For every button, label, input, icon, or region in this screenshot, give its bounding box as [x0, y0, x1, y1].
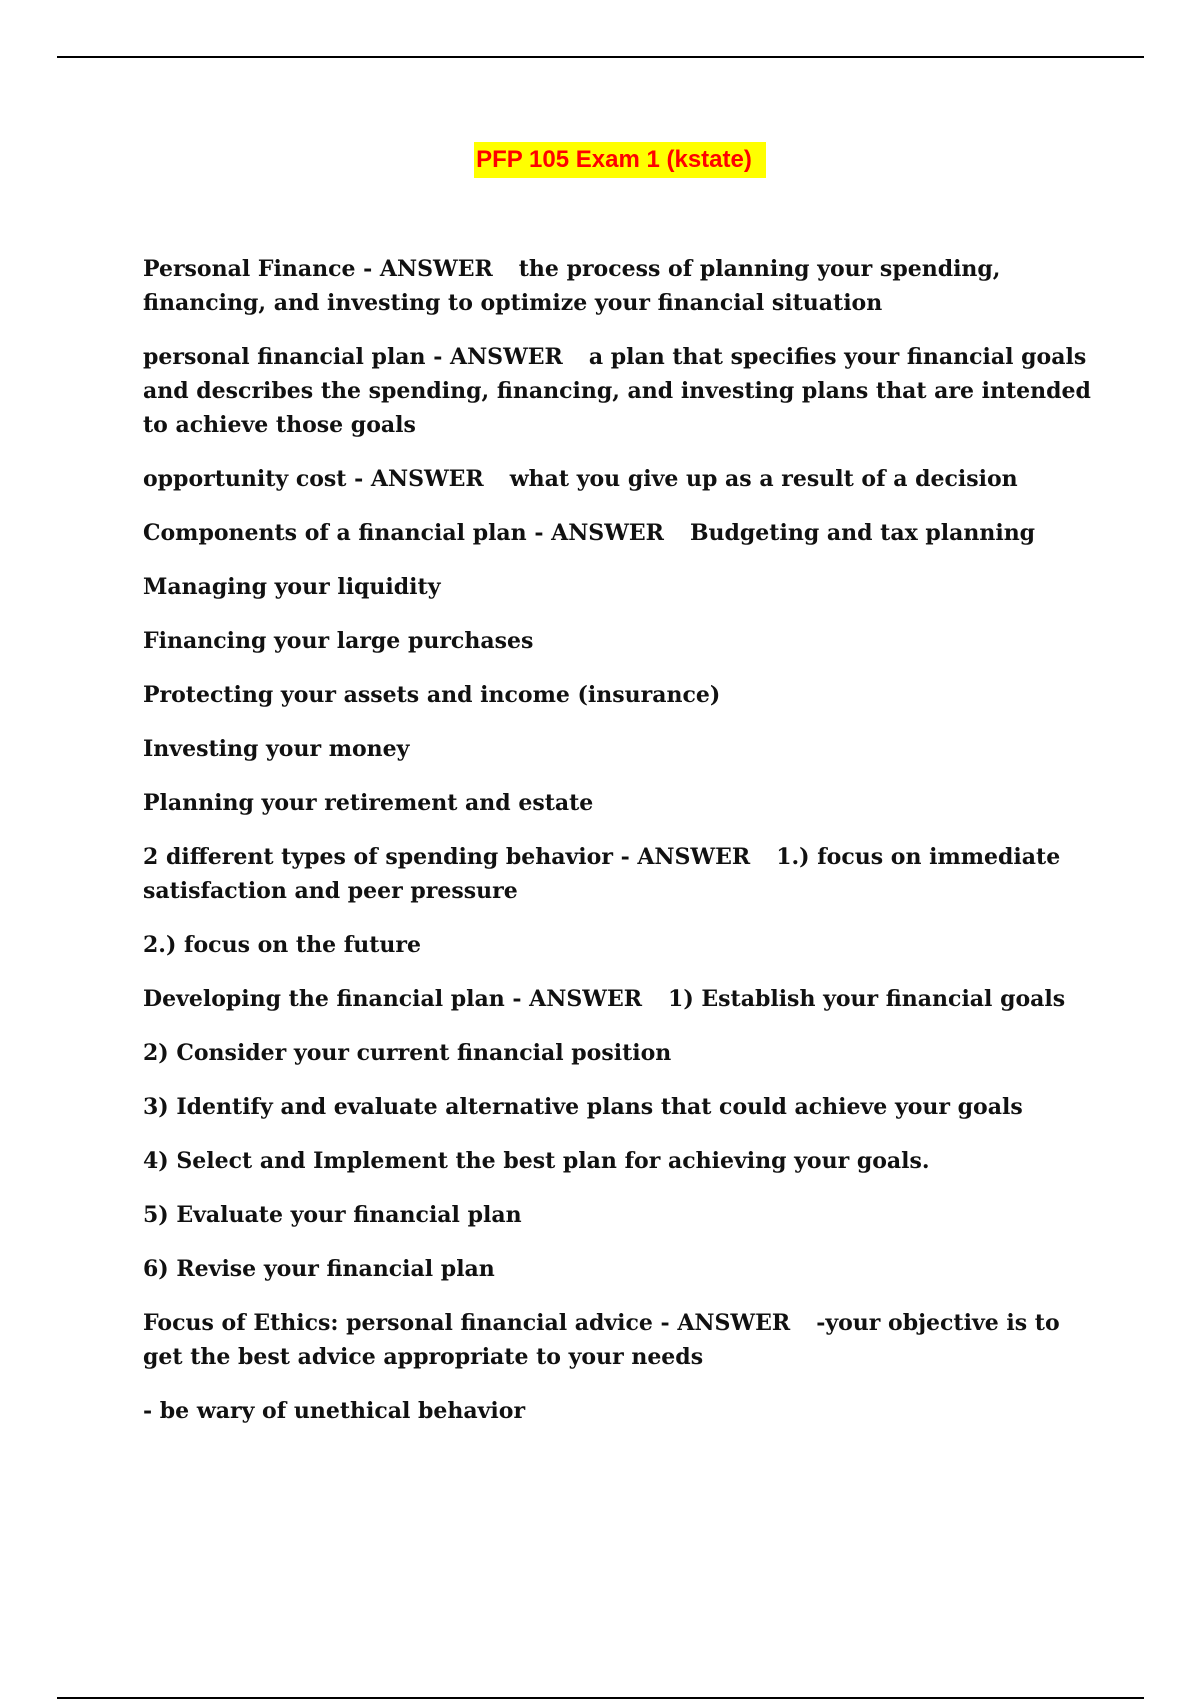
- paragraph-text: - be wary of unethical behavior: [143, 1398, 526, 1424]
- paragraph-text: 2) Consider your current financial position: [143, 1040, 672, 1066]
- answer: the process of planning your spending, financing, and investing to optimize your financial situation: [143, 256, 1001, 316]
- answer: Budgeting and tax planning: [689, 520, 1036, 546]
- term: Components of a financial plan - ANSWER: [143, 520, 664, 546]
- term: Focus of Ethics: personal financial advice - ANSWER: [143, 1310, 791, 1336]
- paragraph-text: 5) Evaluate your financial plan: [143, 1202, 522, 1228]
- paragraph-text: 2.) focus on the future: [143, 932, 421, 958]
- paragraph-text: 4) Select and Implement the best plan for achieving your goals.: [143, 1148, 930, 1174]
- top-rule: [57, 56, 1144, 58]
- paragraph-personal-financial-plan: [143, 340, 1093, 442]
- paragraph-text: Planning your retirement and estate: [143, 790, 594, 816]
- answer: -your objective is to get the best advice appropriate to your needs: [143, 1310, 1060, 1370]
- paragraph-text: 6) Revise your financial plan: [143, 1256, 495, 1282]
- paragraph-personal-finance: [143, 252, 1093, 320]
- answer: 1) Establish your financial goals: [668, 986, 1066, 1012]
- paragraph-text: 3) Identify and evaluate alternative plans that could achieve your goals: [143, 1094, 1023, 1120]
- answer: a plan that specifies your financial goals and describes the spending, financing, and investing plans that are intended to achieve those goals: [143, 344, 1091, 438]
- term: Developing the financial plan - ANSWER: [143, 986, 643, 1012]
- title-container: [0, 142, 1200, 178]
- paragraph-text: Investing your money: [143, 736, 410, 762]
- document-body: [143, 252, 1093, 1448]
- paragraph-text: Financing your large purchases: [143, 628, 534, 654]
- paragraph-spending-behavior: [143, 840, 1093, 908]
- term: personal financial plan - ANSWER: [143, 344, 563, 370]
- answer: what you give up as a result of a decision: [509, 466, 1018, 492]
- answer: 1.) focus on immediate satisfaction and peer pressure: [143, 844, 1061, 904]
- bottom-rule: [57, 1697, 1144, 1699]
- paragraph-components: [143, 516, 1093, 550]
- document-title: PFP 105 Exam 1 (kstate): [474, 142, 766, 178]
- paragraph-ethics: [143, 1306, 1093, 1374]
- paragraph-text: Managing your liquidity: [143, 574, 441, 600]
- paragraph-opportunity-cost: [143, 462, 1093, 496]
- term: opportunity cost - ANSWER: [143, 466, 484, 492]
- paragraph-text: Protecting your assets and income (insurance): [143, 682, 721, 708]
- term: 2 different types of spending behavior - ANSWER: [143, 844, 751, 870]
- paragraph-developing-plan: [143, 982, 1093, 1016]
- term: Personal Finance - ANSWER: [143, 256, 493, 282]
